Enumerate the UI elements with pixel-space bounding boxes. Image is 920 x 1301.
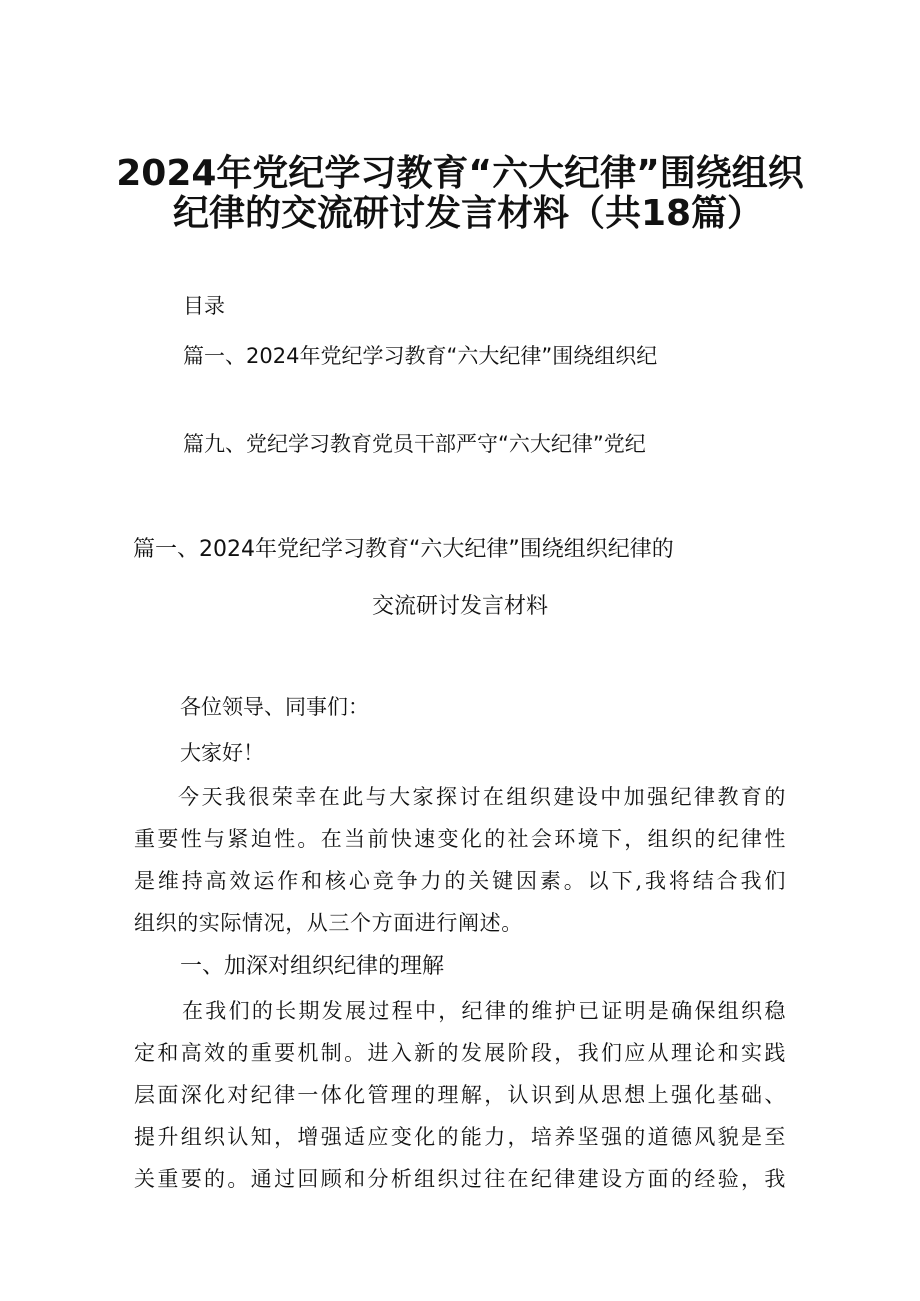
body-paragraph — [134, 990, 786, 1200]
toc-item: 篇一、2024年党纪学习教育“六大纪律”围绕组织纪 — [183, 344, 658, 368]
document-title-line-2: 纪律的交流研讨发言材料（共18篇） — [172, 193, 764, 234]
paragraph-line: 组织的实际情况，从三个方面进行阐述。 — [134, 911, 523, 935]
intro-paragraph — [134, 776, 786, 944]
paragraph-line: 今天我很荣幸在此与大家探讨在组织建设中加强纪律教育的 — [178, 785, 786, 809]
toc-item: 篇九、党纪学习教育党员干部严守“六大纪律”党纪 — [183, 432, 646, 456]
paragraph-line: 定和高效的重要机制。进入新的发展阶段，我们应从理论和实践 — [134, 1041, 786, 1065]
toc-heading: 目录 — [183, 294, 225, 318]
greeting: 大家好！ — [180, 741, 264, 765]
section-title-line-1: 篇一、2024年党纪学习教育“六大纪律”围绕组织纪律的 — [133, 537, 674, 562]
document-title-line-1: 2024年党纪学习教育“六大纪律”围绕组织 — [116, 153, 804, 194]
paragraph-line: 提升组织认知，增强适应变化的能力，培养坚强的道德风貌是至 — [134, 1125, 786, 1149]
paragraph-line: 层面深化对纪律一体化管理的理解，认识到从思想上强化基础、 — [134, 1083, 786, 1107]
paragraph-line: 关重要的。通过回顾和分析组织过往在纪律建设方面的经验，我 — [134, 1167, 786, 1191]
salutation: 各位领导、同事们： — [180, 695, 369, 719]
paragraph-line: 是维持高效运作和核心竞争力的关键因素。以下,我将结合我们 — [134, 869, 786, 893]
section-title-line-2: 交流研讨发言材料 — [371, 594, 548, 619]
paragraph-line: 在我们的长期发展过程中，纪律的维护已证明是确保组织稳 — [182, 999, 786, 1023]
section-heading-1: 一、加深对组织纪律的理解 — [180, 954, 445, 979]
paragraph-line: 重要性与紧迫性。在当前快速变化的社会环境下，组织的纪律性 — [134, 827, 786, 851]
